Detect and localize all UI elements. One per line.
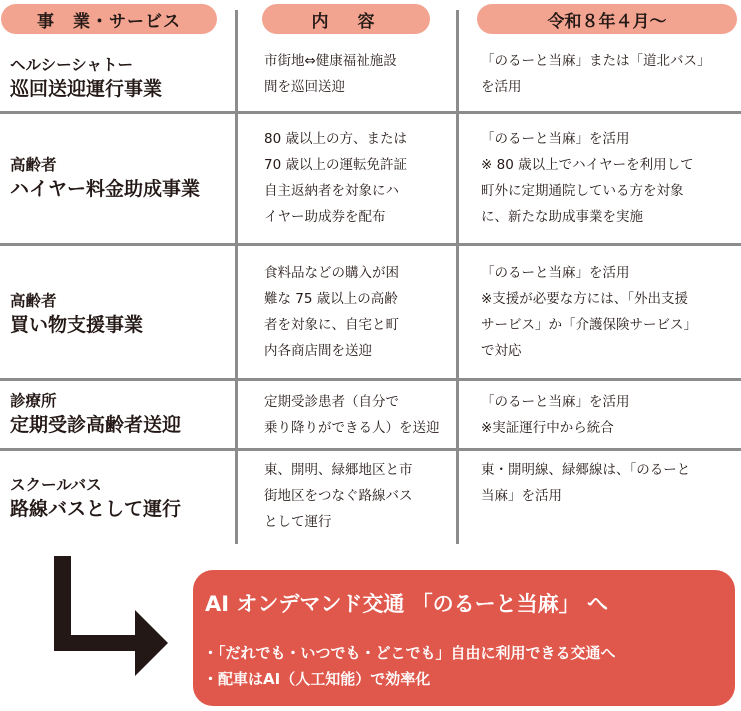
service-name: 巡回送迎運行事業	[10, 78, 163, 100]
content-line: 乗り降りができる人）を送迎	[264, 420, 440, 436]
service-category: 診療所	[10, 392, 57, 410]
content-line: 者を対象に、自宅と町	[264, 317, 399, 333]
note-line: 東・開明線、緑郷線は、「のるーと	[481, 462, 691, 478]
on-demand-banner	[193, 570, 735, 706]
service-name: 定期受診高齢者送迎	[10, 414, 182, 436]
content-line: 内各商店間を送迎	[264, 343, 372, 359]
content-line: 自主返納者を対象にハ	[264, 183, 399, 199]
note-line: サービス」か「介護保険サービス」	[481, 317, 697, 333]
banner-title: AI オンデマンド交通 「のるーと当麻」 へ	[205, 592, 608, 616]
content-line: 東、開明、緑郷地区と市	[264, 462, 413, 478]
content-line: 定期受診患者（自分で	[264, 394, 399, 410]
content-line: 食料品などの購入が困	[264, 265, 399, 281]
note-line: 「のるーと当麻」を活用	[481, 394, 630, 410]
note-line: で対応	[481, 343, 522, 359]
header-from-r8-april: 令和８年４月～	[477, 4, 737, 34]
service-name: 買い物支援事業	[10, 314, 144, 336]
content-line: 間を巡回送迎	[264, 79, 345, 95]
service-name: 路線バスとして運行	[10, 498, 182, 520]
note-line: ※ 80 歳以上でハイヤーを利用して	[481, 157, 694, 173]
content-line: 80 歳以上の方、または	[264, 131, 407, 147]
service-category: 高齢者	[10, 292, 57, 310]
note-line: に、新たな助成事業を実施	[481, 209, 643, 225]
note-line: を活用	[481, 79, 522, 95]
banner-bullet: ・「だれでも・いつでも・どこでも」自由に利用できる交通へ	[203, 644, 616, 662]
service-category: ヘルシーシャトー	[10, 56, 133, 74]
header-content: 内 容	[262, 4, 430, 34]
note-line: ※支援が必要な方には、「外出支援	[481, 291, 689, 307]
banner-bullet: ・配車はAI（人工知能）で効率化	[203, 670, 431, 688]
content-line: 難な 75 歳以上の高齢	[264, 291, 398, 307]
service-category: 高齢者	[10, 156, 57, 174]
note-line: 「のるーと当麻」または「道北バス」	[481, 53, 711, 69]
note-line: 当麻」を活用	[481, 488, 562, 504]
content-line: イヤー助成券を配布	[264, 209, 386, 225]
header-service: 事 業・サービス	[1, 4, 217, 34]
note-line: 「のるーと当麻」を活用	[481, 265, 630, 281]
service-name: ハイヤー料金助成事業	[10, 178, 201, 200]
note-line: 町外に定期通院している方を対象	[481, 183, 684, 199]
note-line: 「のるーと当麻」を活用	[481, 131, 630, 147]
content-line: として運行	[264, 514, 332, 530]
note-line: ※実証運行中から統合	[481, 420, 614, 436]
service-category: スクールバス	[10, 476, 102, 494]
content-line: 市街地⇔健康福祉施設	[264, 53, 397, 69]
content-line: 70 歳以上の運転免許証	[264, 157, 407, 173]
content-line: 街地区をつなぐ路線バス	[264, 488, 413, 504]
